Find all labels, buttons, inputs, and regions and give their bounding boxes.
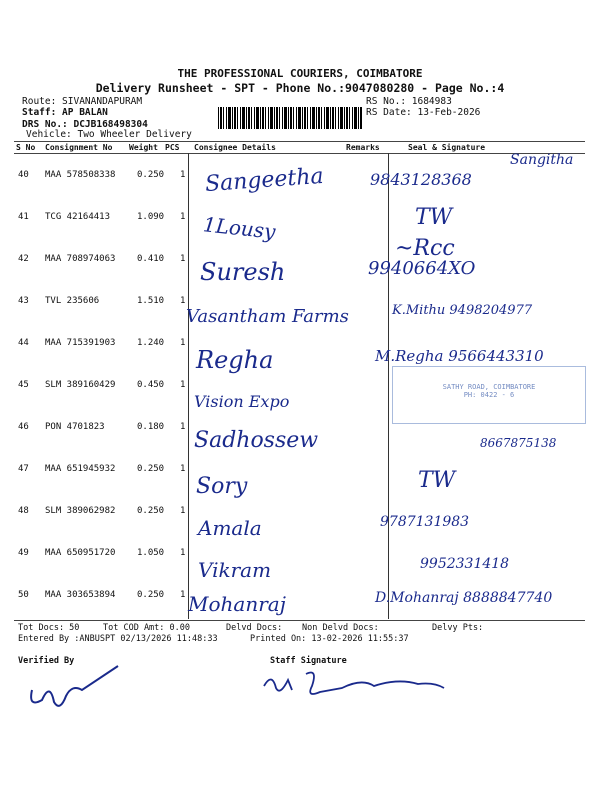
row-weight: 0.250: [137, 464, 165, 474]
table-top-rule: [14, 141, 585, 142]
hw-sig-45: M.Regha 9566443310: [375, 347, 544, 365]
row-consignment-no: MAA 578508338: [45, 170, 116, 180]
row-pcs: 1: [180, 464, 186, 474]
row-sno: 45: [18, 380, 29, 390]
printed-on: Printed On: 13-02-2026 11:55:37: [250, 634, 409, 644]
row-consignment-no: MAA 651945932: [45, 464, 116, 474]
staff-signature: [258, 664, 458, 704]
row-sno: 44: [18, 338, 29, 348]
table-row: [14, 196, 585, 238]
row-consignment-no: MAA 708974063: [45, 254, 116, 264]
row-weight: 1.240: [137, 338, 165, 348]
stamp-line-1: SATHY ROAD, COIMBATORE: [442, 383, 536, 391]
hw-consignee-41: 1Lousy: [201, 212, 277, 244]
entered-by: Entered By :ANBUSPT 02/13/2026 11:48:33: [18, 634, 218, 644]
hw-sig-44: K.Mithu 9498204977: [392, 303, 533, 318]
row-sno: 41: [18, 212, 29, 222]
row-consignment-no: TVL 235606: [45, 296, 100, 306]
row-weight: 1.050: [137, 548, 165, 558]
hw-consignee-48: Sory: [196, 474, 248, 499]
footer-rule: [14, 620, 585, 621]
row-consignment-no: MAA 303653894: [45, 590, 116, 600]
col-consignee: Consignee Details: [194, 143, 276, 152]
route-label: Route: SIVANANDAPURAM: [22, 96, 143, 107]
vehicle-label: Vehicle: Two Wheeler Delivery: [26, 129, 192, 140]
hw-sig2-40: Sangitha: [510, 152, 574, 168]
hw-sig-49: 9787131983: [380, 514, 470, 530]
verified-by-label: Verified By: [18, 656, 75, 666]
table-row: [14, 238, 585, 280]
row-consignment-no: SLM 389062982: [45, 506, 116, 516]
row-weight: 1.090: [137, 212, 165, 222]
row-pcs: 1: [180, 422, 186, 432]
col-sno: S No: [16, 143, 36, 152]
row-sno: 49: [18, 548, 29, 558]
row-pcs: 1: [180, 506, 186, 516]
row-pcs: 1: [180, 296, 186, 306]
row-weight: 0.250: [137, 590, 165, 600]
row-sno: 50: [18, 590, 29, 600]
row-pcs: 1: [180, 170, 186, 180]
col-pcs: PCS: [165, 143, 180, 152]
rs-number: RS No.: 1684983: [366, 96, 452, 107]
row-pcs: 1: [180, 380, 186, 390]
hw-sig-41: TW: [415, 205, 453, 230]
delivery-points: Delvy Pts:: [432, 623, 484, 633]
stamp-line-2: PH: 0422 - 6: [463, 391, 515, 399]
verifier-signature: [20, 660, 140, 720]
row-sno: 46: [18, 422, 29, 432]
row-sno: 48: [18, 506, 29, 516]
row-pcs: 1: [180, 254, 186, 264]
row-weight: 0.250: [137, 170, 165, 180]
row-sno: 42: [18, 254, 29, 264]
row-sno: 47: [18, 464, 29, 474]
total-cod: Tot COD Amt: 0.00: [103, 623, 190, 633]
row-weight: 0.250: [137, 506, 165, 516]
table-row: [14, 490, 585, 532]
rs-date: RS Date: 13-Feb-2026: [366, 107, 481, 118]
hw-consignee-47: Sadhossew: [194, 428, 319, 453]
hw-consignee-50: Vikram: [198, 558, 272, 582]
staff-signature-label: Staff Signature: [270, 656, 347, 666]
row-sno: 43: [18, 296, 29, 306]
row-consignment-no: MAA 650951720: [45, 548, 116, 558]
row-weight: 0.180: [137, 422, 165, 432]
hw-sig-48: TW: [418, 468, 456, 493]
col-seal-signature: Seal & Signature: [408, 143, 486, 152]
row-pcs: 1: [180, 548, 186, 558]
drs-number: DRS No.: DCJB168498304: [22, 119, 148, 130]
row-pcs: 1: [180, 338, 186, 348]
row-pcs: 1: [180, 212, 186, 222]
row-pcs: 1: [180, 590, 186, 600]
hw-consignee-49: Amala: [198, 516, 262, 540]
row-sno: 40: [18, 170, 29, 180]
hw-consignee-43: Suresh: [200, 258, 286, 286]
col-weight: Weight: [129, 143, 158, 152]
hw-sig-43: 9940664XO: [368, 258, 476, 279]
row-consignment-no: TCG 42164413: [45, 212, 111, 222]
office-seal-stamp: [392, 366, 586, 424]
hw-consignee-45: Regha: [196, 346, 274, 374]
delivered-docs: Delvd Docs:: [226, 623, 283, 633]
hw-consignee-44: Vasantham Farms: [186, 306, 349, 327]
hw-sig-42: ~Rcc: [395, 236, 455, 261]
total-docs: Tot Docs: 50: [18, 623, 80, 633]
col-consignment: Consignment No: [45, 143, 113, 152]
hw-consignee-last: Mohanraj: [188, 592, 286, 616]
row-consignment-no: SLM 389160429: [45, 380, 116, 390]
hw-sig-last: D.Mohanraj 8888847740: [375, 590, 553, 606]
row-weight: 1.510: [137, 296, 165, 306]
table-row: [14, 448, 585, 490]
hw-sig-47: 8667875138: [480, 436, 557, 450]
row-consignment-no: MAA 715391903: [45, 338, 116, 348]
row-consignment-no: PON 4701823: [45, 422, 105, 432]
col-remarks: Remarks: [346, 143, 380, 152]
barcode: [218, 107, 363, 129]
staff-label: Staff: AP BALAN: [22, 107, 108, 118]
non-delivered-docs: Non Delvd Docs:: [302, 623, 379, 633]
hw-sig-40: 9843128368: [370, 170, 472, 189]
runsheet-subtitle: Delivery Runsheet - SPT - Phone No.:9047080280 - Page No.:4: [95, 81, 505, 95]
row-weight: 0.410: [137, 254, 165, 264]
row-weight: 0.450: [137, 380, 165, 390]
hw-sig-50: 9952331418: [420, 556, 510, 572]
hw-consignee-46: Vision Expo: [194, 392, 290, 411]
company-title: THE PROFESSIONAL COURIERS, COIMBATORE: [177, 67, 423, 80]
hw-consignee-40: Sangeetha: [204, 163, 325, 198]
